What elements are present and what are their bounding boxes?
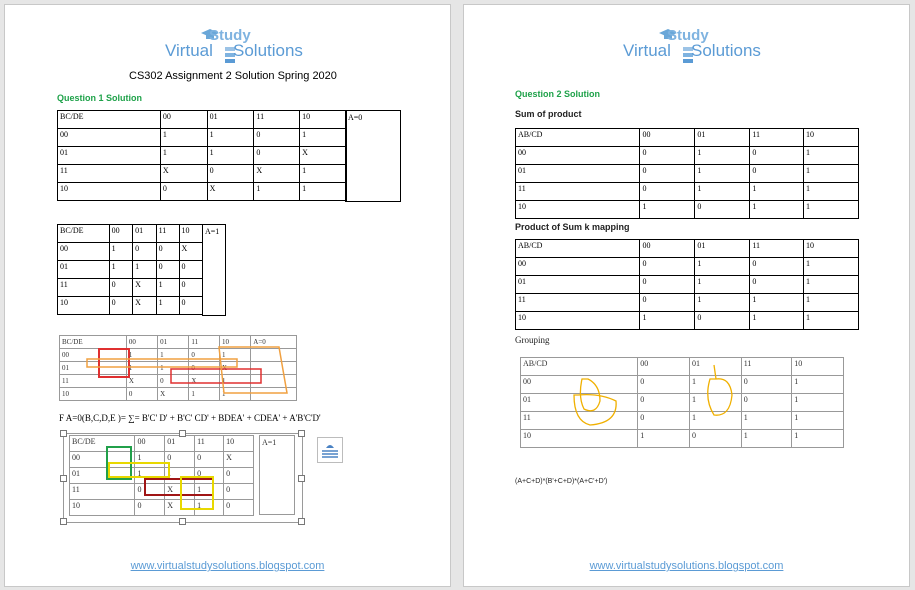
table-row: [58, 261, 203, 279]
table-cell: 1: [750, 183, 804, 201]
table-cell: BC/DE: [58, 225, 110, 243]
table-cell: 01: [521, 394, 638, 412]
table-cell: 11: [60, 375, 127, 388]
table-row: [58, 165, 347, 183]
table-cell: 1: [160, 147, 207, 165]
table-cell: 0: [640, 183, 695, 201]
table-cell: 0: [133, 243, 156, 261]
table-cell: 10: [300, 111, 347, 129]
table-cell: 1: [126, 362, 157, 375]
table-cell: 01: [516, 276, 640, 294]
table-cell: 1: [640, 312, 695, 330]
table-cell: 00: [58, 129, 161, 147]
table-cell: 10: [792, 358, 844, 376]
table-cell: X: [220, 362, 251, 375]
table-cell: X: [158, 388, 189, 401]
table-cell: 00: [516, 147, 640, 165]
table-cell: 1: [750, 312, 804, 330]
table-cell: AB/CD: [516, 240, 640, 258]
table-cell: 11: [750, 240, 804, 258]
table-cell: 00: [58, 243, 110, 261]
table-row: [516, 312, 859, 330]
table-cell: X: [300, 147, 347, 165]
pos-label: Product of Sum k mapping: [515, 222, 630, 232]
grouping-image-a0: [59, 335, 297, 397]
table-cell: 1: [135, 468, 165, 484]
table-cell: 1: [804, 201, 859, 219]
table-cell: 00: [109, 225, 132, 243]
grouped-a1-label: A=1: [259, 435, 295, 515]
table-cell: 10: [224, 436, 254, 452]
table-cell: 1: [109, 243, 132, 261]
table-cell: X: [165, 500, 195, 516]
table-cell: 1: [300, 129, 347, 147]
table-cell: 0: [158, 375, 189, 388]
table-cell: 1: [792, 430, 844, 448]
kmap-table-a0: [57, 110, 347, 201]
group-rects: [63, 433, 301, 523]
table-cell: 11: [516, 294, 640, 312]
table-row: [58, 147, 347, 165]
table-cell: X: [189, 375, 220, 388]
table-cell: 0: [750, 276, 804, 294]
table-cell: 10: [220, 336, 251, 349]
table-cell: X: [179, 243, 203, 261]
table-cell: AB/CD: [521, 358, 638, 376]
table-cell: 0: [179, 297, 203, 315]
table-cell: 0: [126, 388, 157, 401]
table-cell: 0: [640, 294, 695, 312]
table-cell: 0: [195, 452, 224, 468]
table-cell: 1: [156, 297, 179, 315]
table-cell: 1: [689, 376, 741, 394]
table-cell: 0: [638, 412, 690, 430]
table-cell: 10: [58, 297, 110, 315]
table-cell: 11: [156, 225, 179, 243]
sop-kmap: [515, 128, 859, 219]
table-cell: 0: [750, 147, 804, 165]
table-header-row: [58, 225, 203, 243]
kmap-a0-label: A=0: [345, 110, 401, 202]
document-page-left: [4, 4, 451, 587]
grouping-image-a1[interactable]: [63, 433, 301, 523]
table-row: [58, 297, 203, 315]
table-cell: 0: [109, 297, 132, 315]
table-cell: 01: [58, 147, 161, 165]
table-row: [58, 129, 347, 147]
table-cell: 1: [300, 165, 347, 183]
table-cell: 10: [58, 183, 161, 201]
table-cell: 1: [220, 375, 251, 388]
table-cell: AB/CD: [516, 129, 640, 147]
table-cell: 0: [224, 500, 254, 516]
footer-link[interactable]: www.virtualstudysolutions.blogspot.com: [130, 560, 325, 572]
table-cell: 1: [165, 468, 195, 484]
table-header-row: [58, 111, 347, 129]
grouping-marks: [520, 357, 844, 449]
table-row: [58, 279, 203, 297]
q2-heading: Question 2 Solution: [515, 89, 600, 99]
table-cell: 11: [70, 484, 135, 500]
table-cell: 1: [695, 165, 750, 183]
table-cell: 1: [804, 258, 859, 276]
table-cell: 1: [195, 484, 224, 500]
table-cell: X: [224, 452, 254, 468]
table-cell: 01: [133, 225, 156, 243]
table-cell: 1: [695, 276, 750, 294]
kmap-a1-label: A=1: [202, 224, 226, 316]
table-cell: 11: [195, 436, 224, 452]
table-cell: 11: [254, 111, 300, 129]
table-cell: 0: [695, 201, 750, 219]
table-cell: 1: [195, 500, 224, 516]
table-cell: 00: [521, 376, 638, 394]
table-cell: 0: [638, 394, 690, 412]
table-cell: 1: [135, 452, 165, 468]
table-cell: 01: [516, 165, 640, 183]
table-cell: 0: [224, 484, 254, 500]
table-row: [516, 294, 859, 312]
table-cell: 11: [750, 129, 804, 147]
table-row: [516, 276, 859, 294]
table-cell: 1: [792, 394, 844, 412]
table-cell: 0: [638, 376, 690, 394]
grouping-image: [520, 357, 844, 447]
table-cell: 1: [300, 183, 347, 201]
table-cell: 0: [207, 165, 254, 183]
table-cell: 1: [695, 294, 750, 312]
table-cell: 0: [179, 279, 203, 297]
table-cell: 1: [804, 276, 859, 294]
table-cell: 0: [179, 261, 203, 279]
table-row: [516, 183, 859, 201]
footer-link[interactable]: www.virtualstudysolutions.blogspot.com: [589, 560, 784, 572]
layout-options-icon[interactable]: [317, 437, 343, 463]
table-cell: 1: [804, 312, 859, 330]
table-row: [58, 183, 347, 201]
table-cell: 1: [741, 412, 792, 430]
table-cell: 0: [689, 430, 741, 448]
table-cell: 10: [70, 500, 135, 516]
table-cell: 01: [165, 436, 195, 452]
table-cell: 1: [158, 349, 189, 362]
pos-kmap: [515, 239, 859, 330]
table-cell: 1: [640, 201, 695, 219]
table-cell: 0: [156, 243, 179, 261]
table-cell: 1: [792, 412, 844, 430]
table-cell: 1: [695, 258, 750, 276]
table-cell: 0: [750, 258, 804, 276]
table-cell: 0: [156, 261, 179, 279]
table-cell: 0: [135, 484, 165, 500]
table-cell: 0: [189, 349, 220, 362]
table-cell: 1: [156, 279, 179, 297]
table-cell: 01: [207, 111, 254, 129]
table-cell: 1: [792, 376, 844, 394]
table-cell: 10: [516, 201, 640, 219]
table-cell: 01: [60, 362, 127, 375]
pos-expression: (A+C+D)*(B'+C+D)*(A+C'+D'): [515, 478, 608, 485]
table-row: [516, 165, 859, 183]
table-cell: X: [165, 484, 195, 500]
table-cell: 0: [741, 376, 792, 394]
table-cell: 0: [640, 258, 695, 276]
table-cell: 1: [638, 430, 690, 448]
table-cell: 00: [640, 129, 695, 147]
table-cell: 0: [195, 468, 224, 484]
table-cell: 01: [158, 336, 189, 349]
table-cell: 0: [189, 362, 220, 375]
table-row: [516, 147, 859, 165]
table-cell: 1: [695, 183, 750, 201]
table-cell: 00: [70, 452, 135, 468]
table-cell: 0: [640, 165, 695, 183]
table-cell: 1: [160, 129, 207, 147]
table-cell: 1: [220, 388, 251, 401]
table-cell: 10: [179, 225, 203, 243]
grouping-marks: [59, 335, 297, 397]
table-cell: 01: [58, 261, 110, 279]
table-row: [516, 201, 859, 219]
table-cell: 00: [126, 336, 157, 349]
sop-label: Sum of product: [515, 109, 582, 119]
table-cell: 1: [741, 430, 792, 448]
table-cell: 11: [521, 412, 638, 430]
table-cell: 1: [804, 294, 859, 312]
table-cell: 0: [224, 468, 254, 484]
table-cell: 1: [689, 394, 741, 412]
table-cell: 11: [741, 358, 792, 376]
table-cell: 1: [126, 349, 157, 362]
table-header-row: [516, 240, 859, 258]
table-cell: 11: [58, 165, 161, 183]
table-cell: X: [254, 165, 300, 183]
table-cell: 0: [160, 183, 207, 201]
table-cell: 1: [804, 183, 859, 201]
table-cell: 0: [254, 147, 300, 165]
table-cell: 10: [60, 388, 127, 401]
table-cell: 00: [640, 240, 695, 258]
table-cell: 1: [689, 412, 741, 430]
table-cell: 0: [640, 147, 695, 165]
table-cell: 1: [207, 147, 254, 165]
table-cell: X: [133, 297, 156, 315]
table-cell: 1: [133, 261, 156, 279]
formula-a0: F A=0(B,C,D,E )= ∑= B'C' D' + B'C' CD' + BDEA' + CDEA' + A'B'C'D': [59, 413, 321, 423]
table-cell: 01: [695, 129, 750, 147]
table-cell: 0: [741, 394, 792, 412]
table-cell: 10: [516, 312, 640, 330]
table-cell: 01: [695, 240, 750, 258]
table-cell: X: [160, 165, 207, 183]
table-cell: 1: [750, 201, 804, 219]
kmap-table-a1: [57, 224, 203, 315]
table-cell: 0: [165, 452, 195, 468]
table-cell: 00: [60, 349, 127, 362]
site-logo: Study Virtual Solutions: [623, 27, 763, 67]
table-cell: 1: [207, 129, 254, 147]
table-cell: 0: [254, 129, 300, 147]
document-page-right: [463, 4, 910, 587]
grouping-label: Grouping: [515, 335, 550, 345]
document-title: CS302 Assignment 2 Solution Spring 2020: [129, 70, 337, 82]
table-cell: BC/DE: [70, 436, 135, 452]
table-cell: 00: [638, 358, 690, 376]
table-cell: 0: [750, 165, 804, 183]
table-row: [58, 243, 203, 261]
table-cell: 01: [70, 468, 135, 484]
table-cell: BC/DE: [60, 336, 127, 349]
table-cell: 1: [804, 165, 859, 183]
table-cell: 11: [189, 336, 220, 349]
q1-heading: Question 1 Solution: [57, 93, 142, 103]
table-cell: 0: [640, 276, 695, 294]
table-cell: 0: [695, 312, 750, 330]
table-cell: 00: [516, 258, 640, 276]
table-cell: 1: [189, 388, 220, 401]
table-cell: 1: [254, 183, 300, 201]
site-logo: Study Virtual Solutions: [165, 27, 305, 67]
table-cell: 10: [804, 240, 859, 258]
table-cell: 11: [516, 183, 640, 201]
table-cell: 1: [695, 147, 750, 165]
table-cell: 00: [135, 436, 165, 452]
table-cell: A=0: [251, 336, 297, 349]
table-header-row: [516, 129, 859, 147]
table-cell: X: [133, 279, 156, 297]
table-cell: BC/DE: [58, 111, 161, 129]
table-cell: 1: [804, 147, 859, 165]
table-cell: X: [126, 375, 157, 388]
table-cell: 11: [58, 279, 110, 297]
table-cell: 10: [804, 129, 859, 147]
table-cell: 0: [109, 279, 132, 297]
table-cell: 1: [109, 261, 132, 279]
table-row: [516, 258, 859, 276]
table-cell: X: [207, 183, 254, 201]
table-cell: 00: [160, 111, 207, 129]
table-cell: 10: [521, 430, 638, 448]
table-cell: 1: [220, 349, 251, 362]
table-cell: 0: [135, 500, 165, 516]
table-cell: 01: [689, 358, 741, 376]
table-cell: 1: [750, 294, 804, 312]
table-cell: 1: [158, 362, 189, 375]
